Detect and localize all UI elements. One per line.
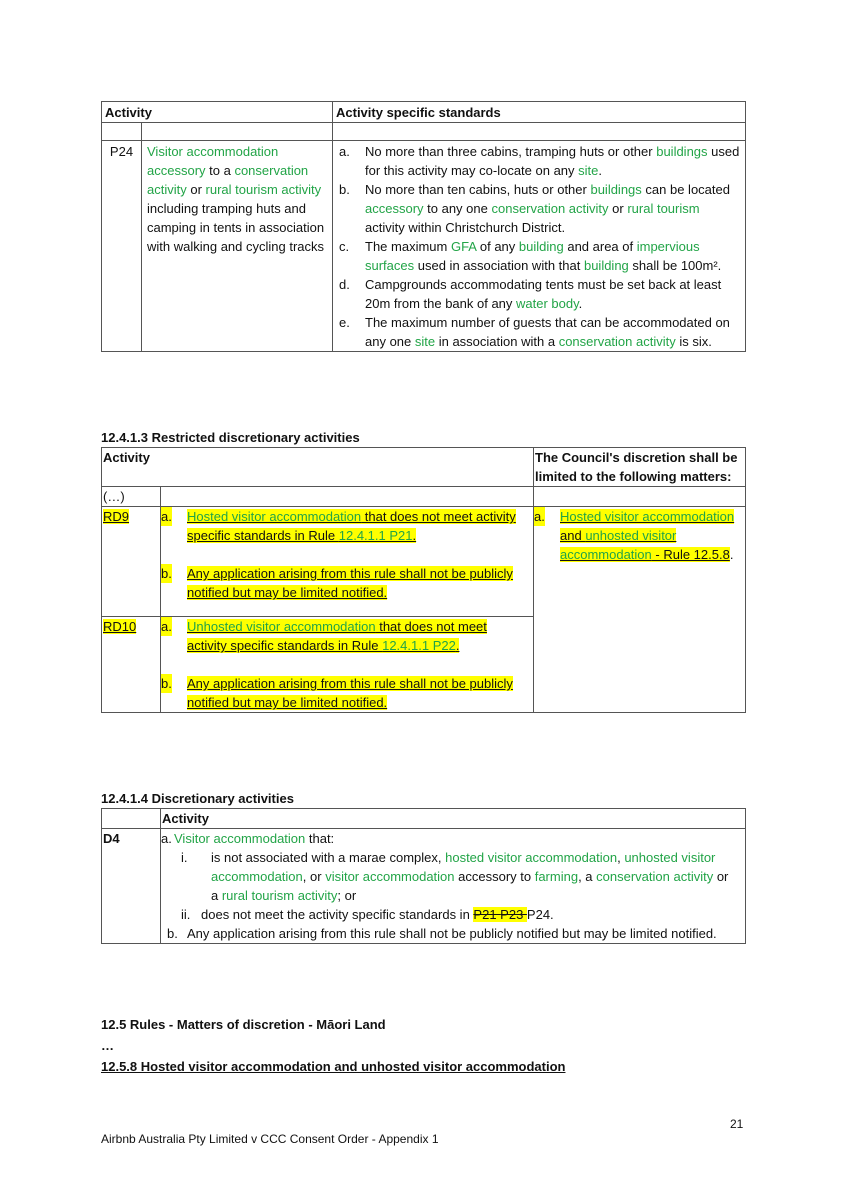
rule-id: P24	[102, 141, 142, 352]
activity-description	[142, 141, 333, 352]
text: used for this activity may co-locate on any	[365, 144, 740, 178]
term-rural-tourism: rural tourism	[627, 201, 700, 216]
term-conservation-activity: conservation activity	[558, 334, 676, 349]
rule-id-text: RD10	[103, 619, 137, 634]
text: in association with a	[435, 334, 559, 349]
term-hosted-visitor-accommodation: hosted visitor accommodation	[445, 850, 618, 865]
heading-rules-matters-of-discretion: 12.5 Rules - Matters of discretion - Māori Land	[101, 1017, 386, 1032]
rule-id: D4	[102, 829, 161, 944]
text: - Rule 12.5.8	[651, 547, 730, 562]
rd9-item-b	[161, 564, 530, 602]
text: and area of	[563, 239, 637, 254]
text: P24.	[526, 907, 554, 922]
list-marker: e.	[339, 315, 350, 330]
rd10-description	[161, 617, 534, 713]
list-marker: a.	[339, 144, 350, 159]
term-accessory: accessory	[147, 163, 206, 178]
text: Any application arising from this rule shall not be publicly notified but may be limited notified.	[187, 926, 717, 941]
term-visitor-accommodation: Visitor accommodation	[147, 144, 279, 159]
text: ; or	[337, 888, 357, 903]
text: The maximum	[365, 239, 451, 254]
list-marker: a.	[161, 831, 172, 846]
text: No more than ten cabins, huts or other	[365, 182, 591, 197]
text: or a	[211, 869, 729, 903]
text: to any one	[423, 201, 492, 216]
text: .	[598, 163, 603, 178]
text: can be located	[641, 182, 730, 197]
text: ,	[617, 850, 625, 865]
table-row-d4	[102, 829, 746, 944]
term-buildings: buildings	[656, 144, 708, 159]
deleted-reference: P21	[473, 907, 501, 922]
list-marker: a.	[161, 619, 172, 634]
term-conservation-activity: conservation activity	[147, 163, 309, 197]
text: Any application arising from this rule shall not be publicly notified but may be limited notified.	[187, 676, 513, 710]
list-marker: ii.	[181, 907, 191, 922]
term-impervious-surfaces: impervious surfaces	[365, 239, 700, 273]
text: that does not meet activity specific standards in Rule	[187, 509, 516, 543]
text: or	[608, 201, 628, 216]
term-building: building	[518, 239, 564, 254]
text: Any application arising from this rule shall not be publicly notified but may be limited notified.	[187, 566, 513, 600]
discretion-matters	[534, 507, 746, 713]
text: Campgrounds accommodating tents must be set back at least 20m from the bank of any	[365, 277, 722, 311]
term-water-body: water body	[516, 296, 579, 311]
list-marker: b.	[339, 182, 350, 197]
text: including tramping huts and camping in tents in association with walking and cycling tracks	[147, 201, 325, 254]
term-conservation-activity: conservation activity	[596, 869, 714, 884]
discretion-item-a	[534, 507, 742, 564]
term-unhosted-visitor-accommodation: unhosted visitor accommodation	[560, 528, 677, 562]
table-header-discretion: The Council's discretion shall be limited to the following matters:	[534, 448, 746, 487]
rd9-item-a	[161, 507, 530, 564]
text: and	[560, 528, 586, 543]
ellipsis: (…)	[102, 487, 161, 507]
rule-id-text: RD9	[103, 509, 130, 524]
term-site: site	[414, 334, 436, 349]
term-building: building	[583, 258, 629, 273]
d4-item-ii	[161, 905, 742, 924]
d4-description	[161, 829, 746, 944]
term-visitor-accommodation: visitor accommodation	[325, 869, 455, 884]
term-farming: farming	[534, 869, 579, 884]
standard-c	[339, 237, 742, 275]
table-spacer-row	[102, 123, 746, 141]
table-header-standards: Activity specific standards	[333, 102, 746, 123]
text: shall be 100m².	[628, 258, 722, 273]
standard-e	[339, 313, 742, 351]
text: .	[729, 547, 734, 562]
table-header-activity: Activity	[161, 809, 746, 829]
text: The maximum number of guests that can be accommodated on any one	[365, 315, 730, 349]
standard-d	[339, 275, 742, 313]
text: No more than three cabins, tramping huts or other	[365, 144, 657, 159]
restricted-discretionary-table	[101, 447, 746, 713]
heading-restricted-discretionary: 12.4.1.3 Restricted discretionary activities	[101, 430, 360, 445]
list-marker: i.	[181, 850, 188, 865]
activity-standards-table	[101, 101, 746, 352]
text: does not meet the activity specific standards in	[201, 907, 474, 922]
ellipsis: …	[101, 1038, 114, 1053]
discretionary-table	[101, 808, 746, 944]
list-marker: b.	[161, 676, 172, 691]
list-marker: a.	[534, 509, 545, 524]
rule-id	[102, 617, 161, 713]
page-number: 21	[730, 1117, 744, 1131]
text: .	[578, 296, 583, 311]
list-marker: b.	[167, 926, 178, 941]
term-rural-tourism-activity: rural tourism activity	[205, 182, 322, 197]
term-site: site	[578, 163, 599, 178]
deleted-reference: P23	[500, 907, 527, 922]
text: activity within Christchurch District.	[365, 220, 566, 235]
standard-a	[339, 142, 742, 180]
term-unhosted-visitor-accommodation: unhosted visitor accommodation	[211, 850, 716, 884]
term-accessory: accessory	[365, 201, 424, 216]
term-visitor-accommodation: Visitor accommodation	[174, 831, 306, 846]
rule-link[interactable]: 12.4.1.1 P22	[382, 638, 456, 653]
text: that does not meet activity specific standards in Rule	[187, 619, 487, 653]
text: of any	[476, 239, 519, 254]
term-conservation-activity: conservation activity	[491, 201, 609, 216]
text: accessory to	[454, 869, 535, 884]
rd10-item-b	[161, 674, 530, 712]
text: , or	[302, 869, 326, 884]
table-header-activity: Activity	[102, 102, 333, 123]
text: is not associated with a marae complex,	[211, 850, 446, 865]
text: is six.	[675, 334, 712, 349]
footer-text: Airbnb Australia Pty Limited v CCC Consent Order - Appendix 1	[101, 1132, 439, 1146]
text: to a	[205, 163, 235, 178]
d4-item-b	[161, 924, 742, 943]
term-unhosted-visitor-accommodation: Unhosted visitor accommodation	[187, 619, 376, 634]
rd10-item-a	[161, 617, 530, 674]
term-hosted-visitor-accommodation: Hosted visitor accommodation	[187, 509, 362, 524]
term-buildings: buildings	[590, 182, 642, 197]
table-row-p24	[102, 141, 746, 352]
rd9-description	[161, 507, 534, 617]
list-marker: a.	[161, 509, 172, 524]
d4-item-a	[161, 829, 742, 848]
list-marker: c.	[339, 239, 350, 254]
text: that:	[305, 831, 335, 846]
rule-link[interactable]: 12.4.1.1 P21	[338, 528, 413, 543]
term-rural-tourism-activity: rural tourism activity	[221, 888, 338, 903]
text: .	[412, 528, 417, 543]
table-row-rd9	[102, 507, 746, 617]
text: used in association with that	[414, 258, 584, 273]
term-gfa: GFA	[450, 239, 477, 254]
standard-b	[339, 180, 742, 237]
text: or	[186, 182, 206, 197]
list-marker: b.	[161, 566, 172, 581]
heading-discretionary: 12.4.1.4 Discretionary activities	[101, 791, 294, 806]
activity-standards	[333, 141, 746, 352]
d4-item-i	[161, 848, 742, 905]
rule-id	[102, 507, 161, 617]
table-header-activity: Activity	[102, 448, 534, 487]
subheading-12-5-8: 12.5.8 Hosted visitor accommodation and unhosted visitor accommodation	[101, 1059, 566, 1074]
text: .	[455, 638, 460, 653]
text: , a	[578, 869, 597, 884]
list-marker: d.	[339, 277, 350, 292]
term-hosted-visitor-accommodation: Hosted visitor accommodation	[560, 509, 735, 524]
